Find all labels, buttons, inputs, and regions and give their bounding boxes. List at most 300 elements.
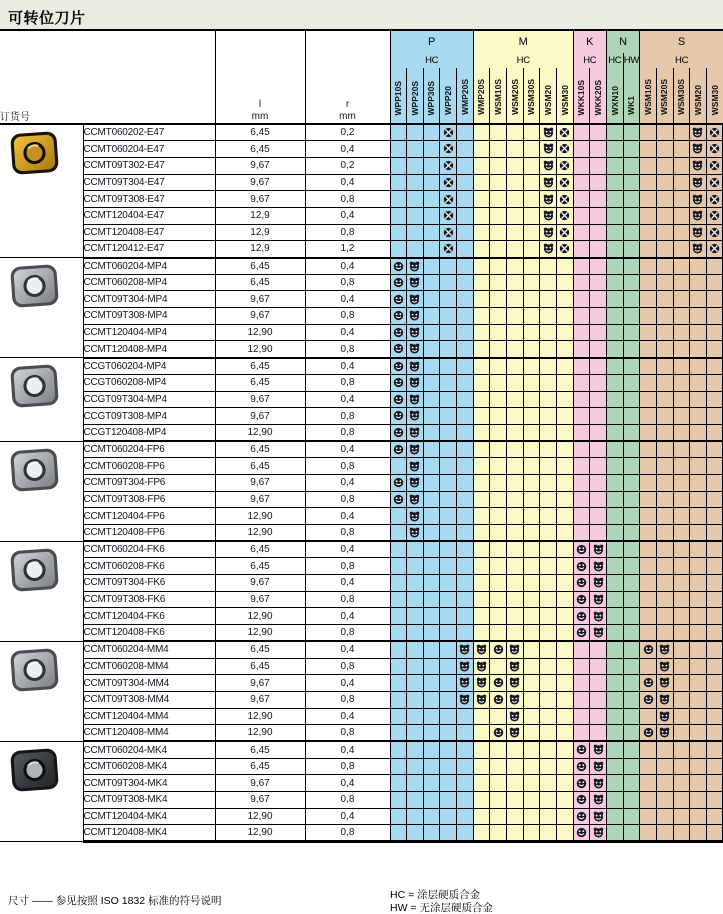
grade-cell <box>673 641 690 658</box>
grade-cell <box>540 157 557 174</box>
grade-cell <box>490 474 507 491</box>
r-value-cell: 0,8 <box>305 374 390 391</box>
grade-cell <box>573 274 590 291</box>
grade-cell <box>407 591 424 608</box>
tiger-head-icon <box>393 377 404 388</box>
table-row <box>0 474 723 491</box>
grade-cell <box>423 575 440 592</box>
r-value-cell: 0,8 <box>305 792 390 809</box>
grade-cell <box>573 741 590 758</box>
grade-cell <box>623 808 640 825</box>
l-value-cell: 9,67 <box>215 691 305 708</box>
tiger-head-ears-icon <box>593 744 604 755</box>
grade-cell <box>573 124 590 141</box>
grade-cell <box>490 775 507 792</box>
table-row <box>0 641 723 658</box>
tiger-head-ears-icon <box>409 511 420 522</box>
grade-cell <box>706 141 723 158</box>
grade-cell <box>540 725 557 742</box>
insert-photo-cell <box>0 124 83 258</box>
grade-cell <box>606 341 623 358</box>
grade-cell <box>690 608 707 625</box>
grade-cell <box>656 291 673 308</box>
grade-cell <box>523 274 540 291</box>
grade-cell <box>507 658 524 675</box>
grade-cell <box>540 741 557 758</box>
grade-cell <box>473 224 490 241</box>
grade-cell <box>706 541 723 558</box>
grade-cell <box>573 491 590 508</box>
grade-cell <box>706 291 723 308</box>
grade-cell <box>690 691 707 708</box>
grade-cell <box>490 324 507 341</box>
order-number-cell: CCMT09T308-MM4 <box>83 691 215 708</box>
tiger-head-ears-icon <box>659 644 670 655</box>
grade-cell <box>423 258 440 275</box>
grade-cell <box>423 308 440 325</box>
grade-cell <box>590 608 607 625</box>
grade-cell <box>440 224 457 241</box>
grade-cell <box>706 358 723 375</box>
grade-cell <box>423 641 440 658</box>
grade-cell <box>590 358 607 375</box>
tiger-head-ears-icon <box>692 210 703 221</box>
grade-cell <box>540 808 557 825</box>
table-row <box>0 141 723 158</box>
grade-cell <box>457 641 474 658</box>
grade-cell <box>706 725 723 742</box>
grade-cell <box>390 157 407 174</box>
grade-cell <box>540 324 557 341</box>
grade-cell <box>423 358 440 375</box>
r-value-cell: 0,8 <box>305 591 390 608</box>
grade-cell <box>390 308 407 325</box>
table-row <box>0 308 723 325</box>
header-spacer <box>215 31 305 53</box>
grade-cell <box>673 474 690 491</box>
grade-cell <box>556 641 573 658</box>
grade-cell <box>490 191 507 208</box>
grade-cell <box>656 658 673 675</box>
tiger-head-ears-icon <box>659 661 670 672</box>
grade-cell <box>673 258 690 275</box>
grade-cell <box>606 157 623 174</box>
order-number-cell: CCMT060208-MM4 <box>83 658 215 675</box>
grade-cell <box>573 141 590 158</box>
grade-cell <box>590 525 607 542</box>
grade-cell <box>490 308 507 325</box>
grade-cell <box>507 474 524 491</box>
grade-cell <box>473 174 490 191</box>
grade-label: WSM30S <box>676 79 687 115</box>
grade-cell <box>523 491 540 508</box>
grade-cell <box>523 608 540 625</box>
tiger-head-ears-icon <box>509 677 520 688</box>
grade-cell <box>390 174 407 191</box>
grade-cell <box>673 424 690 441</box>
grade-cell <box>490 124 507 141</box>
tiger-head-ears-icon <box>409 277 420 288</box>
tiger-head-icon <box>576 627 587 638</box>
grade-cell <box>423 491 440 508</box>
grade-cell <box>407 641 424 658</box>
grade-cell <box>457 291 474 308</box>
grade-cell <box>590 324 607 341</box>
r-value-cell: 0,4 <box>305 641 390 658</box>
grade-cell <box>640 641 657 658</box>
r-value-cell: 0,8 <box>305 308 390 325</box>
grade-cell <box>457 441 474 458</box>
coating-type-label: HC <box>390 53 473 68</box>
grade-cell <box>706 808 723 825</box>
grade-cell <box>523 825 540 842</box>
grade-cell <box>573 675 590 692</box>
grade-cell <box>556 758 573 775</box>
grade-cell <box>540 825 557 842</box>
grade-cell <box>540 525 557 542</box>
grade-cell <box>457 358 474 375</box>
grade-column-header <box>623 68 640 124</box>
grade-cell <box>540 625 557 642</box>
grade-cell <box>640 691 657 708</box>
grade-cell <box>673 141 690 158</box>
grade-cell <box>407 157 424 174</box>
grade-cell <box>390 541 407 558</box>
grade-cell <box>640 424 657 441</box>
l-value-cell: 9,67 <box>215 775 305 792</box>
grade-cell <box>457 525 474 542</box>
r-column-header: r mm <box>305 68 390 124</box>
grade-cell <box>656 241 673 258</box>
grade-cell <box>640 124 657 141</box>
r-value-cell: 0,8 <box>305 725 390 742</box>
grade-cell <box>407 558 424 575</box>
grade-cell <box>507 274 524 291</box>
grade-label: WSM30S <box>526 79 537 115</box>
paw-icon <box>559 210 570 221</box>
tiger-head-ears-icon <box>593 561 604 572</box>
grade-cell <box>523 458 540 475</box>
grade-cell <box>407 408 424 425</box>
grade-cell <box>606 374 623 391</box>
paw-icon <box>443 143 454 154</box>
grade-cell <box>556 575 573 592</box>
grade-cell <box>407 274 424 291</box>
grade-cell <box>673 758 690 775</box>
paw-icon <box>443 227 454 238</box>
grade-cell <box>407 675 424 692</box>
grade-label: WMP20S <box>459 79 470 115</box>
grade-cell <box>623 124 640 141</box>
grade-cell <box>590 775 607 792</box>
grade-cell <box>640 191 657 208</box>
grade-cell <box>540 558 557 575</box>
l-value-cell: 12,9 <box>215 241 305 258</box>
grade-cell <box>590 491 607 508</box>
grade-cell <box>523 191 540 208</box>
grade-cell <box>457 458 474 475</box>
grade-cell <box>440 641 457 658</box>
l-value-cell: 6,45 <box>215 558 305 575</box>
grade-cell <box>640 741 657 758</box>
table-row <box>0 224 723 241</box>
grade-cell <box>706 625 723 642</box>
grade-cell <box>573 191 590 208</box>
tiger-head-ears-icon <box>409 361 420 372</box>
grade-cell <box>690 658 707 675</box>
l-value-cell: 6,45 <box>215 458 305 475</box>
coating-type-label: HC <box>640 53 723 68</box>
grade-cell <box>673 274 690 291</box>
grade-cell <box>556 174 573 191</box>
tiger-head-icon <box>576 778 587 789</box>
grade-cell <box>473 825 490 842</box>
grade-cell <box>623 141 640 158</box>
table-row <box>0 391 723 408</box>
grade-cell <box>390 525 407 542</box>
grade-cell <box>606 408 623 425</box>
grade-cell <box>440 191 457 208</box>
tiger-head-ears-icon <box>409 410 420 421</box>
grade-cell <box>423 775 440 792</box>
grade-cell <box>390 725 407 742</box>
r-value-cell: 0,4 <box>305 775 390 792</box>
grade-cell <box>623 575 640 592</box>
r-value-cell: 0,2 <box>305 157 390 174</box>
grade-cell <box>440 374 457 391</box>
grade-cell <box>457 792 474 809</box>
paw-icon <box>559 160 570 171</box>
grade-cell <box>390 191 407 208</box>
table-row <box>0 725 723 742</box>
l-value-cell: 12,90 <box>215 324 305 341</box>
grade-cell <box>656 725 673 742</box>
grade-cell <box>507 541 524 558</box>
grade-cell <box>523 391 540 408</box>
r-value-cell: 0,8 <box>305 191 390 208</box>
grade-cell <box>573 408 590 425</box>
order-number-cell: CCMT120404-FP6 <box>83 508 215 525</box>
order-number-cell: CCMT120408-MM4 <box>83 725 215 742</box>
grade-cell <box>640 141 657 158</box>
order-number-cell: CCMT060208-FP6 <box>83 458 215 475</box>
grade-cell <box>656 341 673 358</box>
r-value-cell: 0,4 <box>305 575 390 592</box>
grade-cell <box>606 391 623 408</box>
grade-cell <box>540 758 557 775</box>
grade-cell <box>556 258 573 275</box>
grade-cell <box>690 258 707 275</box>
grade-cell <box>540 658 557 675</box>
grade-cell <box>640 241 657 258</box>
grade-cell <box>473 341 490 358</box>
grade-cell <box>473 792 490 809</box>
insert-photo <box>7 645 62 695</box>
grade-cell <box>540 591 557 608</box>
iso-group-letter: S <box>640 31 723 53</box>
grade-column-header <box>407 68 424 124</box>
grade-cell <box>473 274 490 291</box>
grade-cell <box>440 825 457 842</box>
grade-cell <box>473 541 490 558</box>
grade-cell <box>623 625 640 642</box>
grade-cell <box>457 575 474 592</box>
tiger-head-icon <box>576 611 587 622</box>
grade-cell <box>390 424 407 441</box>
grade-cell <box>507 324 524 341</box>
grade-cell <box>656 424 673 441</box>
grade-cell <box>606 808 623 825</box>
grade-cell <box>490 641 507 658</box>
grade-cell <box>606 641 623 658</box>
insert-photo-cell <box>0 641 83 741</box>
grade-cell <box>690 174 707 191</box>
grade-cell <box>606 508 623 525</box>
grade-cell <box>507 675 524 692</box>
order-number-cell: CCMT120412-E47 <box>83 241 215 258</box>
l-value-cell: 12,90 <box>215 424 305 441</box>
grade-cell <box>457 775 474 792</box>
table-row <box>0 525 723 542</box>
grade-cell <box>590 258 607 275</box>
paw-icon <box>443 194 454 205</box>
l-value-cell: 12,9 <box>215 224 305 241</box>
grade-cell <box>556 708 573 725</box>
grade-cell <box>523 424 540 441</box>
grade-cell <box>673 358 690 375</box>
tiger-head-icon <box>576 561 587 572</box>
grade-cell <box>673 591 690 608</box>
insert-photo <box>7 128 62 178</box>
grade-cell <box>623 441 640 458</box>
grade-column-header <box>656 68 673 124</box>
grade-cell <box>523 808 540 825</box>
grade-cell <box>473 124 490 141</box>
grade-cell <box>540 491 557 508</box>
grade-cell <box>706 658 723 675</box>
grade-cell <box>690 792 707 809</box>
grade-cell <box>423 541 440 558</box>
grade-cell <box>590 641 607 658</box>
grade-cell <box>507 157 524 174</box>
grade-cell <box>423 341 440 358</box>
grade-cell <box>573 658 590 675</box>
l-value-cell: 9,67 <box>215 391 305 408</box>
grade-cell <box>507 508 524 525</box>
grade-cell <box>623 358 640 375</box>
l-value-cell: 6,45 <box>215 441 305 458</box>
r-value-cell: 0,8 <box>305 625 390 642</box>
grade-cell <box>540 708 557 725</box>
grade-cell <box>457 541 474 558</box>
grade-cell <box>606 658 623 675</box>
grade-cell <box>606 591 623 608</box>
tiger-head-ears-icon <box>543 160 554 171</box>
grade-cell <box>457 708 474 725</box>
grade-cell <box>540 241 557 258</box>
grade-cell <box>656 525 673 542</box>
grade-cell <box>390 491 407 508</box>
grade-cell <box>590 758 607 775</box>
grade-cell <box>590 625 607 642</box>
tiger-head-ears-icon <box>659 677 670 688</box>
grade-cell <box>507 641 524 658</box>
grade-cell <box>507 258 524 275</box>
tiger-head-ears-icon <box>509 661 520 672</box>
tiger-head-ears-icon <box>593 794 604 805</box>
tiger-head-icon <box>643 644 654 655</box>
grade-cell <box>473 575 490 592</box>
grade-cell <box>690 741 707 758</box>
l-value-cell: 9,67 <box>215 157 305 174</box>
grade-cell <box>573 508 590 525</box>
grade-cell <box>656 625 673 642</box>
l-value-cell: 6,45 <box>215 358 305 375</box>
grade-cell <box>507 374 524 391</box>
grade-cell <box>573 207 590 224</box>
table-row <box>0 658 723 675</box>
grade-cell <box>673 775 690 792</box>
grade-cell <box>440 591 457 608</box>
grade-cell <box>606 274 623 291</box>
grade-cell <box>556 775 573 792</box>
grade-cell <box>540 775 557 792</box>
grade-cell <box>706 391 723 408</box>
grade-cell <box>407 324 424 341</box>
paw-icon <box>709 143 720 154</box>
grade-cell <box>623 658 640 675</box>
grade-cell <box>523 708 540 725</box>
tiger-head-ears-icon <box>409 394 420 405</box>
grade-cell <box>523 157 540 174</box>
l-value-cell: 9,67 <box>215 191 305 208</box>
grade-cell <box>556 441 573 458</box>
grade-cell <box>457 491 474 508</box>
grade-cell <box>507 291 524 308</box>
grade-cell <box>540 675 557 692</box>
r-value-cell: 0,4 <box>305 358 390 375</box>
r-value-cell: 0,8 <box>305 525 390 542</box>
grade-cell <box>706 575 723 592</box>
grade-cell <box>423 691 440 708</box>
grade-cell <box>523 525 540 542</box>
grade-cell <box>690 641 707 658</box>
grade-cell <box>590 575 607 592</box>
grade-cell <box>590 658 607 675</box>
grade-cell <box>556 508 573 525</box>
grade-cell <box>673 741 690 758</box>
grade-cell <box>457 558 474 575</box>
grade-cell <box>673 808 690 825</box>
insert-photo-cell <box>0 541 83 641</box>
grade-cell <box>523 174 540 191</box>
tiger-head-icon <box>576 827 587 838</box>
l-value-cell: 6,45 <box>215 658 305 675</box>
tiger-head-icon <box>576 761 587 772</box>
grade-cell <box>556 291 573 308</box>
grade-cell <box>706 424 723 441</box>
order-number-cell: CCMT09T304-FP6 <box>83 474 215 491</box>
grade-cell <box>573 474 590 491</box>
order-number-cell: CCMT09T308-MP4 <box>83 308 215 325</box>
grade-cell <box>390 825 407 842</box>
grade-cell <box>623 641 640 658</box>
grade-cell <box>457 675 474 692</box>
table-row <box>0 608 723 625</box>
r-value-cell: 0,8 <box>305 458 390 475</box>
grade-cell <box>606 691 623 708</box>
grade-cell <box>490 291 507 308</box>
